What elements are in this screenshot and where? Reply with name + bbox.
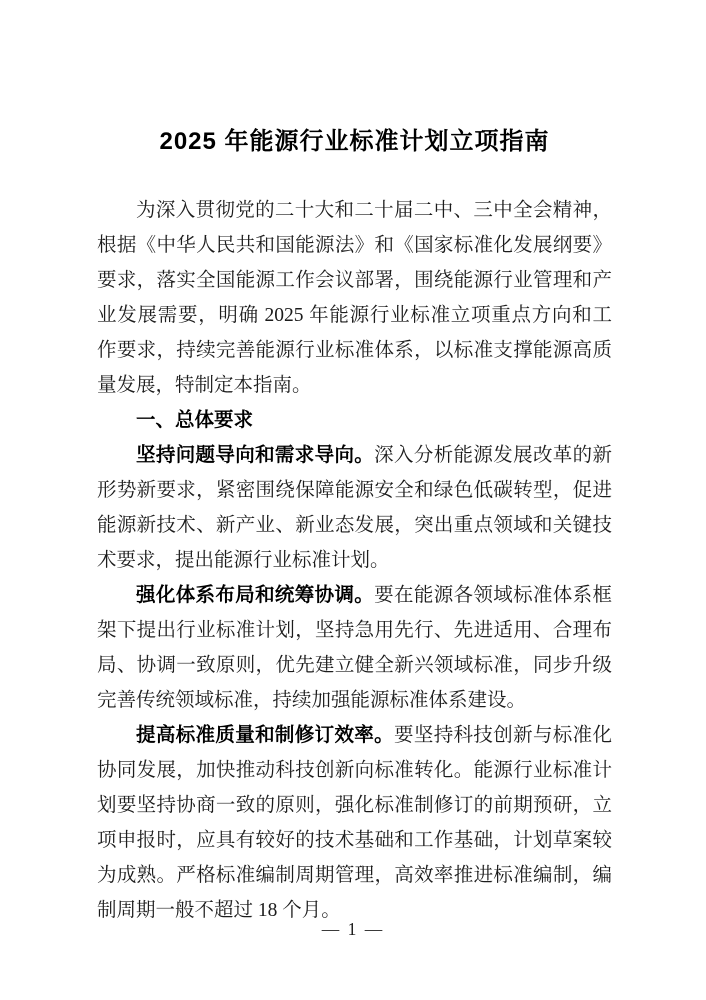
page-title: 2025 年能源行业标准计划立项指南: [159, 128, 550, 155]
paragraph-text: 深入分析能源发展改革的新形势新要求，紧密围绕保障能源安全和绿色低碳转型，促进能源新技术、新产业、新业态发展，突出重点领域和关键技术要求，提出能源行业标准计划。: [97, 445, 612, 571]
paragraph-lead: 坚持问题导向和需求导向。: [136, 445, 375, 466]
page-number: — 1 —: [321, 919, 385, 939]
section-heading-1: 一、总体要求: [136, 409, 254, 431]
paragraph: [97, 578, 612, 718]
paragraph-lead: 强化体系布局和统筹协调。: [136, 585, 375, 606]
intro-paragraph: 为深入贯彻党的二十大和二十届二中、三中全会精神，根据《中华人民共和国能源法》和《国家标准化发展纲要》要求，落实全国能源工作会议部署，围绕能源行业管理和产业发展需要，明确 2025 年能源行业标准立项重点方向和工作要求，持续完善能源行业标准体系，以标准支撑能源高质量发展，特制定本指南。: [97, 200, 612, 396]
document-body: [97, 193, 612, 928]
paragraph-text: 要坚持科技创新与标准化协同发展，加快推动科技创新向标准转化。能源行业标准计划要坚持协商一致的原则，强化标准制修订的前期预研，立项申报时，应具有较好的技术基础和工作基础，计划草案较为成熟。严格标准编制周期管理，高效率推进标准编制，编制周期一般不超过 18 个月。: [97, 725, 612, 921]
paragraph-text: 要在能源各领域标准体系框架下提出行业标准计划，坚持急用先行、先进适用、合理布局、协调一致原则，优先建立健全新兴领域标准，同步升级完善传统领域标准，持续加强能源标准体系建设。: [97, 585, 612, 711]
paragraph-lead: 提高标准质量和制修订效率。: [136, 725, 395, 746]
paragraph: [97, 718, 612, 928]
paragraph: [97, 438, 612, 578]
